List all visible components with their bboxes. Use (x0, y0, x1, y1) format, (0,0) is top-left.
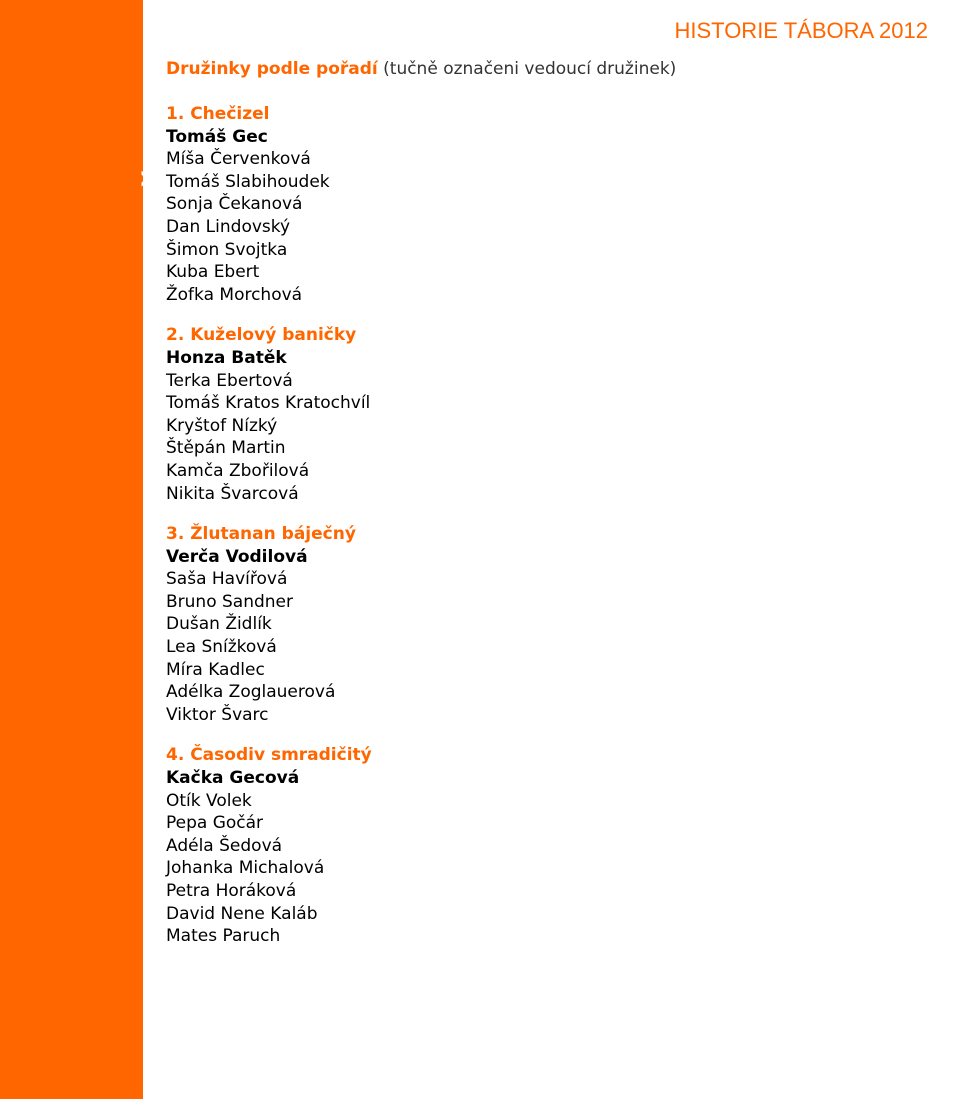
member-name: Viktor Švarc (166, 704, 269, 725)
member-name: Nikita Švarcová (166, 483, 299, 504)
member-name: Tomáš Slabihoudek (166, 171, 330, 192)
group-block (166, 324, 926, 505)
member-name: David Nene Kaláb (166, 903, 318, 924)
group-block (166, 744, 926, 947)
group-leader: Tomáš Gec (166, 126, 268, 147)
group-leader: Honza Batěk (166, 347, 287, 368)
member-name: Dan Lindovský (166, 216, 291, 237)
group-title: 1. Chečizel (166, 104, 270, 124)
member-name: Sonja Čekanová (166, 194, 303, 215)
member-list (166, 370, 926, 506)
group-title: 2. Kuželový baničky (166, 325, 357, 346)
intro-line (166, 58, 926, 80)
group-block (166, 523, 926, 726)
group-title: 3. Žlutanan báječný (166, 524, 356, 545)
group-leader: Verča Vodilová (166, 546, 308, 567)
member-name: Pepa Gočár (166, 813, 264, 834)
member-name: Terka Ebertová (166, 370, 293, 391)
intro-title: Družinky podle pořadí (166, 59, 378, 79)
member-name: Šimon Svojtka (166, 239, 288, 260)
member-name: Saša Havířová (166, 569, 288, 590)
member-name: Štěpán Martin (166, 438, 286, 459)
member-name: Johanka Michalová (166, 858, 325, 879)
member-list (166, 148, 926, 306)
member-name: Míša Červenková (166, 149, 311, 170)
member-name: Kamča Zbořilová (166, 460, 310, 481)
member-name: Adélka Zoglauerová (166, 682, 336, 703)
member-name: Dušan Židlík (166, 614, 272, 635)
group-title: 4. Časodiv smradičitý (166, 745, 372, 766)
member-name: Míra Kadlec (166, 659, 265, 680)
member-name: Bruno Sandner (166, 591, 294, 612)
sidebar-label: družinky (136, 69, 185, 270)
member-name: Kryštof Nízký (166, 415, 278, 436)
groups-list (166, 103, 926, 948)
intro-note: (tučně označeni vedoucí družinek) (383, 59, 677, 79)
page-header-title: HISTORIE TÁBORA 2012 (674, 18, 928, 43)
member-name: Lea Snížková (166, 637, 277, 658)
member-name: Petra Horáková (166, 881, 297, 901)
member-name: Tomáš Kratos Kratochvíl (166, 393, 371, 414)
member-name: Kuba Ebert (166, 262, 260, 283)
member-name: Adéla Šedová (166, 835, 283, 856)
sidebar-band (0, 0, 143, 1099)
group-block (166, 103, 926, 306)
member-name: Mates Paruch (166, 926, 281, 947)
member-name: Otík Volek (166, 790, 252, 811)
member-list (166, 568, 926, 726)
group-leader: Kačka Gecová (166, 768, 300, 789)
member-name: Žofka Morchová (166, 284, 303, 305)
main-content (166, 58, 926, 966)
member-list (166, 790, 926, 948)
